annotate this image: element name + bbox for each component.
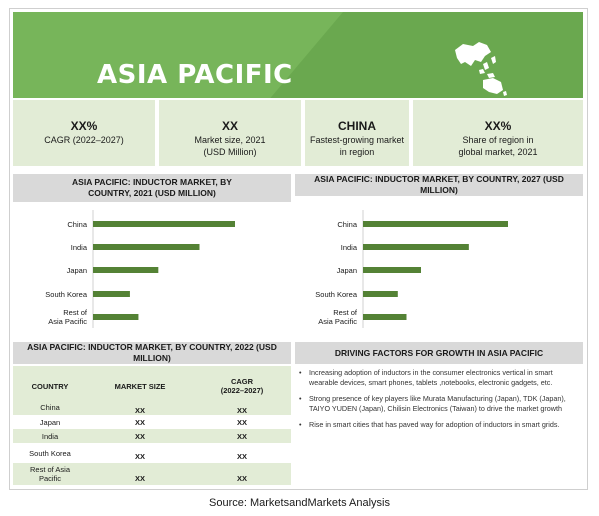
bar-south-korea bbox=[93, 291, 130, 297]
category-label: Rest of Asia Pacific bbox=[48, 308, 87, 326]
kpi-market-size bbox=[159, 100, 301, 166]
bar-japan bbox=[93, 267, 158, 273]
cell-cagr: XX bbox=[193, 429, 291, 443]
bar-rest-of-asia-pacific bbox=[93, 314, 138, 320]
chart-2027-svg bbox=[295, 204, 583, 334]
table-row bbox=[13, 443, 291, 463]
asia-pacific-map-icon bbox=[449, 36, 511, 98]
category-label: India bbox=[70, 243, 87, 252]
kpi-share bbox=[413, 100, 583, 166]
bar-china bbox=[93, 221, 235, 227]
kpi-market-size-value: XX bbox=[221, 119, 238, 133]
bar-rest-of-asia-pacific bbox=[363, 314, 407, 320]
column-header-cagr: CAGR (2022–2027) bbox=[193, 366, 291, 400]
cell-cagr: XX bbox=[236, 451, 247, 461]
category-label: South Korea bbox=[45, 290, 87, 299]
kpi-row bbox=[13, 100, 583, 166]
region-banner bbox=[13, 12, 583, 98]
cell-country: South Korea bbox=[29, 448, 71, 458]
bar-india bbox=[93, 244, 200, 250]
cell-country: Japan bbox=[39, 417, 61, 427]
table-row bbox=[13, 463, 291, 485]
table-row bbox=[13, 429, 291, 443]
category-label: Japan bbox=[66, 266, 87, 275]
market-table bbox=[13, 366, 291, 485]
banner-title: ASIA PACIFIC bbox=[97, 60, 293, 90]
table-row bbox=[13, 415, 291, 429]
cell-cagr: XX bbox=[236, 417, 247, 427]
kpi-cagr-label: CAGR (2022–2027) bbox=[44, 135, 124, 145]
cell-cagr: XX bbox=[193, 400, 291, 415]
category-label: China bbox=[337, 220, 357, 229]
cell-country: China bbox=[13, 400, 87, 415]
kpi-fastest-growing-label: Fastest-growing market in region bbox=[309, 135, 405, 157]
driver-item: • Increasing adoption of inductors in the consumer electronics vertical in smart wearable devices, smart phones, tablets ,notebooks, electronic gadgets, etc. bbox=[295, 368, 583, 387]
source-note: Source: MarketsandMarkets Analysis bbox=[209, 497, 390, 509]
cell-market-size: XX bbox=[87, 463, 193, 485]
drivers-list bbox=[295, 368, 583, 437]
column-header-market-size: MARKET SIZE bbox=[87, 366, 193, 400]
cell-cagr: XX bbox=[193, 463, 291, 485]
drivers-heading: DRIVING FACTORS FOR GROWTH IN ASIA PACIFIC bbox=[295, 342, 583, 364]
category-label: China bbox=[67, 220, 87, 229]
kpi-market-size-label: Market size, 2021 (USD Million) bbox=[194, 135, 266, 157]
cell-market-size: XX bbox=[87, 400, 193, 415]
cell-country: India bbox=[13, 429, 87, 443]
cell-market-size: XX bbox=[134, 417, 145, 427]
category-label: Japan bbox=[336, 266, 357, 275]
driver-item: • Strong presence of key players like Murata Manufacturing (Japan), TDK (Japan), TAIYO YUDEN (Japan), Chilisin Electronics (Taiwan) to drive the market growth bbox=[295, 394, 583, 413]
bar-south-korea bbox=[363, 291, 398, 297]
column-header-country: COUNTRY bbox=[13, 366, 87, 400]
table-header-row bbox=[13, 366, 291, 400]
chart-2027-heading: ASIA PACIFIC: INDUCTOR MARKET, BY COUNTRY, 2027 (USD MILLION) bbox=[295, 174, 583, 196]
category-label: South Korea bbox=[315, 290, 357, 299]
chart-2021 bbox=[13, 204, 291, 334]
category-label: India bbox=[340, 243, 357, 252]
chart-2027 bbox=[295, 204, 583, 334]
chart-2021-heading: ASIA PACIFIC: INDUCTOR MARKET, BY COUNTRY, 2021 (USD MILLION) bbox=[13, 174, 291, 202]
bar-japan bbox=[363, 267, 421, 273]
category-label: Rest of Asia Pacific bbox=[318, 308, 357, 326]
cell-country: Rest of Asia Pacific bbox=[13, 463, 87, 485]
kpi-share-value: XX% bbox=[484, 119, 512, 133]
kpi-fastest-growing bbox=[305, 100, 409, 166]
table-heading: ASIA PACIFIC: INDUCTOR MARKET, BY COUNTRY, 2022 (USD MILLION) bbox=[13, 342, 291, 364]
table-row bbox=[13, 400, 291, 415]
kpi-share-label: Share of region in global market, 2021 bbox=[458, 135, 538, 157]
bar-india bbox=[363, 244, 469, 250]
kpi-cagr-value: XX% bbox=[70, 119, 98, 133]
bar-china bbox=[363, 221, 508, 227]
kpi-cagr bbox=[13, 100, 155, 166]
driver-item: • Rise in smart cities that has paved way for adoption of inductors in smart grids. bbox=[295, 420, 583, 430]
cell-market-size: XX bbox=[134, 451, 145, 461]
kpi-fastest-growing-value: CHINA bbox=[338, 119, 376, 133]
cell-market-size: XX bbox=[87, 429, 193, 443]
chart-2021-svg bbox=[13, 204, 291, 334]
